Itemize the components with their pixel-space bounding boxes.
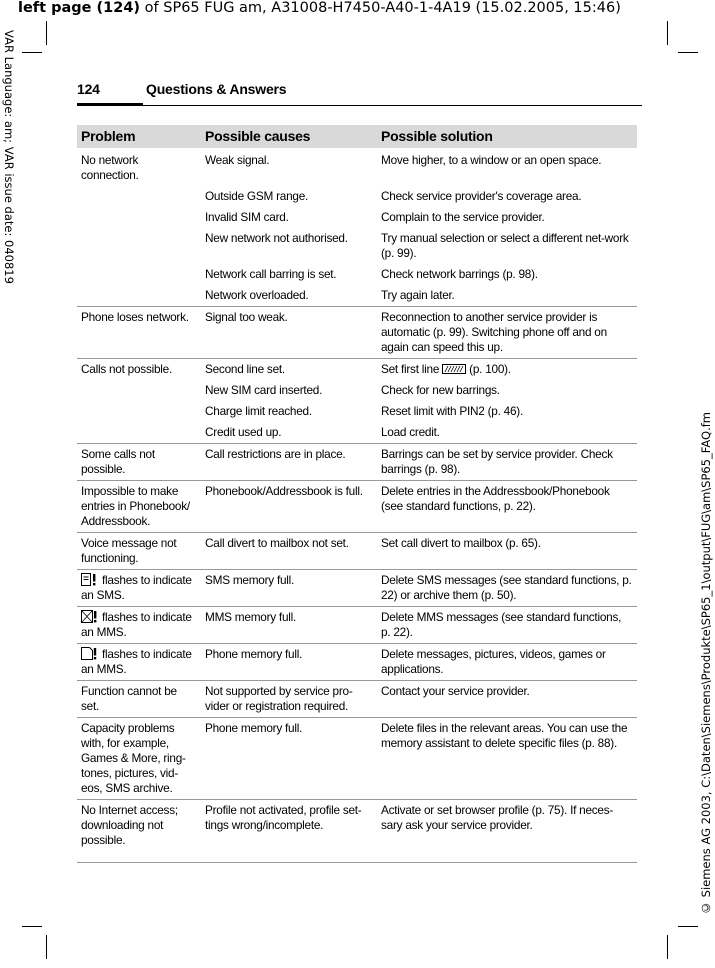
solution-cell: Check service provider's coverage area. [381, 189, 582, 203]
page-header [77, 81, 642, 107]
crop-mark [667, 21, 668, 45]
crop-mark [46, 935, 47, 959]
table-row [77, 533, 637, 570]
problem-cell: Capacity problems with, for example, Games & More, ring-tones, pictures, vid-eos, SMS archive. [77, 718, 201, 800]
table-row [77, 644, 637, 681]
problem-cell: Calls not possible. [77, 359, 201, 381]
solution-cell: Load credit. [381, 425, 440, 439]
column-header-solution: Possible solution [377, 125, 637, 148]
table-row [77, 186, 637, 207]
cause-cell: Credit used up. [205, 425, 282, 439]
problem-cell: Phone loses network. [77, 307, 201, 359]
page-number: 124 [77, 81, 100, 97]
mms-memory-icon [81, 610, 99, 623]
table-row [77, 444, 637, 481]
crop-mark [678, 926, 698, 927]
table-row [77, 800, 637, 863]
cause-cell: New SIM card inserted. [205, 383, 323, 397]
cause-cell: Network overloaded. [205, 288, 309, 302]
table-row [77, 207, 637, 228]
cause-cell: Phonebook/Addressbook is full. [201, 481, 377, 533]
line-1-icon [442, 363, 466, 375]
header-rule-thick [77, 103, 143, 106]
cause-cell: Signal too weak. [201, 307, 377, 359]
side-note-left: VAR Language: am; VAR issue date: 040819 [2, 30, 16, 284]
problem-cell [77, 570, 201, 607]
faq-table [77, 125, 637, 863]
solution-cell: Check network barrings (p. 98). [381, 267, 538, 281]
table-row [77, 718, 637, 800]
cause-cell: Second line set. [201, 359, 377, 381]
problem-cell [77, 644, 201, 681]
table-row [77, 422, 637, 444]
print-header-page: left page (124) [18, 0, 141, 16]
cause-cell: MMS memory full. [201, 607, 377, 644]
solution-cell: Delete entries in the Addressbook/Phonebook (see standard functions, p. 22). [377, 481, 637, 533]
crop-mark [46, 21, 47, 45]
solution-text: Set first line [381, 362, 443, 376]
cause-cell: Not supported by service pro-vider or registration required. [201, 681, 377, 718]
crop-mark [667, 935, 668, 959]
solution-cell: Try manual selection or select a different net-work (p. 99). [381, 231, 629, 260]
print-header-info: of SP65 FUG am, A31008-H7450-A40-1-4A19 (15.02.2005, 15:46) [140, 0, 621, 16]
solution-cell: Complain to the service provider. [381, 210, 545, 224]
table-row [77, 285, 637, 307]
solution-cell: Delete MMS messages (see standard functions, p. 22). [377, 607, 637, 644]
solution-cell: Set call divert to mailbox (p. 65). [377, 533, 637, 570]
table-row [77, 481, 637, 533]
solution-cell: Reset limit with PIN2 (p. 46). [381, 404, 523, 418]
cause-cell: Network call barring is set. [205, 267, 337, 281]
problem-cell: Some calls not possible. [77, 444, 201, 481]
cause-cell: New network not authorised. [205, 231, 348, 245]
problem-text: flashes to indicate an MMS. [81, 647, 192, 676]
crop-mark [678, 52, 698, 53]
problem-text: flashes to indicate an SMS. [81, 573, 192, 602]
table-row [77, 148, 637, 186]
solution-cell: Delete messages, pictures, videos, games or applications. [377, 644, 637, 681]
page-title: Questions & Answers [146, 81, 287, 97]
solution-cell: Reconnection to another service provider is automatic (p. 99). Switching phone off and on again can speed this up. [377, 307, 637, 359]
crop-mark [22, 926, 42, 927]
solution-cell: Try again later. [381, 288, 455, 302]
cause-cell: Profile not activated, profile set-tings wrong/incomplete. [201, 800, 377, 863]
table-row [77, 681, 637, 718]
solution-cell: Contact your service provider. [377, 681, 637, 718]
sms-memory-icon [81, 573, 99, 586]
table-row [77, 380, 637, 401]
solution-cell: Delete files in the relevant areas. You can use the memory assistant to delete specific files (p. 88). [377, 718, 637, 800]
cause-cell: Phone memory full. [201, 718, 377, 800]
solution-cell: Move higher, to a window or an open space. [381, 153, 602, 167]
table-row [77, 228, 637, 264]
solution-cell: Barrings can be set by service provider. Check barrings (p. 98). [377, 444, 637, 481]
table-row [77, 607, 637, 644]
cause-cell: Call restrictions are in place. [201, 444, 377, 481]
cause-cell: Call divert to mailbox not set. [201, 533, 377, 570]
solution-text: (p. 100). [466, 362, 511, 376]
problem-text: flashes to indicate an MMS. [81, 610, 192, 639]
table-row [77, 264, 637, 285]
cause-cell: Outside GSM range. [205, 189, 309, 203]
print-header [18, 0, 621, 16]
cause-cell: Weak signal. [205, 153, 270, 167]
crop-mark [22, 52, 42, 53]
problem-cell [77, 607, 201, 644]
solution-cell: Activate or set browser profile (p. 75). If neces-sary ask your service provider. [377, 800, 637, 863]
solution-cell [377, 359, 637, 381]
problem-cell: Voice message not functioning. [77, 533, 201, 570]
problem-cell: No network connection. [81, 153, 139, 182]
table-row [77, 359, 637, 381]
cause-cell: SMS memory full. [201, 570, 377, 607]
phone-memory-icon [81, 647, 99, 660]
table-row [77, 401, 637, 422]
table-header-row [77, 125, 637, 148]
problem-cell: No Internet access; downloading not possible. [77, 800, 201, 863]
problem-cell: Function cannot be set. [77, 681, 201, 718]
side-note-right: © Siemens AG 2003, C:\Daten\Siemens\Produkte\SP65_1\output\FUG\am\SP65_FAQ.fm [699, 412, 713, 915]
solution-cell: Check for new barrings. [381, 383, 500, 397]
solution-cell: Delete SMS messages (see standard functions, p. 22) or archive them (p. 50). [377, 570, 637, 607]
header-rule [143, 105, 642, 106]
column-header-causes: Possible causes [201, 125, 377, 148]
cause-cell: Charge limit reached. [205, 404, 312, 418]
column-header-problem: Problem [77, 125, 201, 148]
table-row [77, 307, 637, 359]
cause-cell: Phone memory full. [201, 644, 377, 681]
cause-cell: Invalid SIM card. [205, 210, 289, 224]
table-row [77, 570, 637, 607]
problem-cell: Impossible to make entries in Phonebook/ Addressbook. [77, 481, 201, 533]
